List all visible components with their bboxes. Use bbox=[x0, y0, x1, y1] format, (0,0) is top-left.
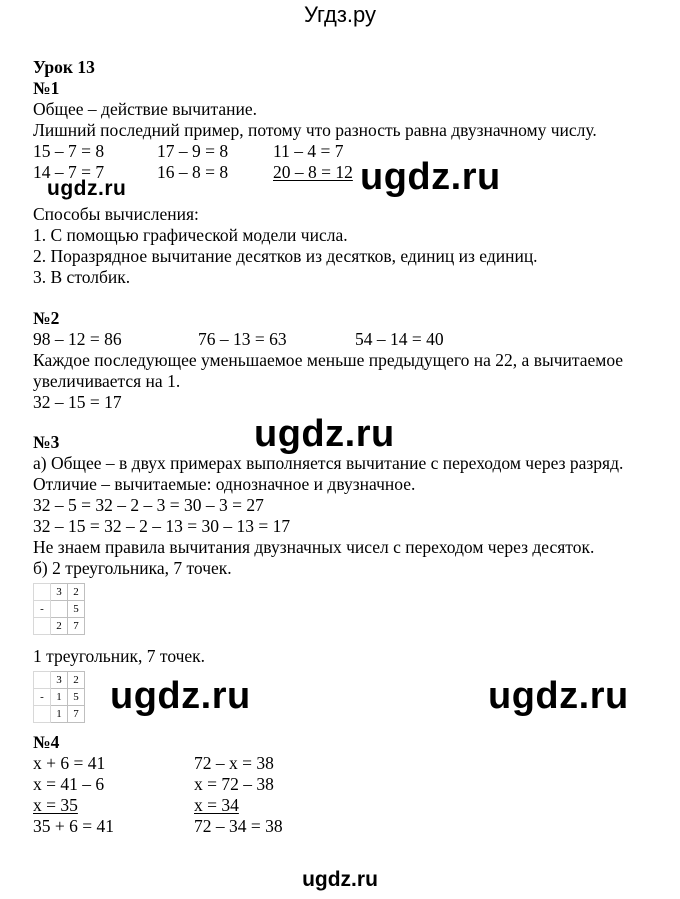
example: 14 – 7 = 7 bbox=[33, 162, 105, 182]
example: 54 – 14 = 40 bbox=[355, 329, 444, 349]
calc-cell bbox=[34, 618, 51, 635]
method-item: 3. В столбик. bbox=[33, 267, 131, 287]
equation-step: x = 72 – 38 bbox=[194, 774, 274, 794]
site-footer: ugdz.ru bbox=[302, 868, 378, 891]
minus-sign: - bbox=[34, 689, 51, 706]
task-2-text: Каждое последующее уменьшаемое меньше предыдущего на 22, а вычитаемое bbox=[33, 350, 624, 370]
task-1-text: Лишний последний пример, потому что разность равна двузначному числу. bbox=[33, 120, 597, 140]
watermark: ugdz.ru bbox=[47, 177, 127, 200]
example: 76 – 13 = 63 bbox=[198, 329, 287, 349]
equation-step: x = 41 – 6 bbox=[33, 774, 105, 794]
task-3-text: Отличие – вычитаемые: однозначное и двузначное. bbox=[33, 474, 416, 494]
task-3-text: 32 – 15 = 32 – 2 – 13 = 30 – 13 = 17 bbox=[33, 516, 291, 536]
minus-sign: - bbox=[34, 601, 51, 618]
task-2-title: №2 bbox=[33, 308, 60, 328]
calc-digit: 2 bbox=[51, 618, 68, 635]
calc-digit: 2 bbox=[68, 672, 85, 689]
task-3-text: 32 – 5 = 32 – 2 – 3 = 30 – 3 = 27 bbox=[33, 495, 264, 515]
watermark: ugdz.ru bbox=[254, 413, 395, 455]
equation-check: 35 + 6 = 41 bbox=[33, 816, 114, 836]
task-3-title: №3 bbox=[33, 432, 60, 452]
calc-cell bbox=[34, 672, 51, 689]
calc-cell bbox=[34, 584, 51, 601]
equation-step: x + 6 = 41 bbox=[33, 753, 106, 773]
example: 17 – 9 = 8 bbox=[157, 141, 229, 161]
calc-digit: 3 bbox=[51, 672, 68, 689]
calc-digit: 1 bbox=[51, 689, 68, 706]
example-odd-one-out: 20 – 8 = 12 bbox=[273, 162, 353, 182]
example: 11 – 4 = 7 bbox=[273, 141, 344, 161]
calc-cell bbox=[34, 706, 51, 723]
example: 16 – 8 = 8 bbox=[157, 162, 229, 182]
calc-digit: 1 bbox=[51, 706, 68, 723]
calc-digit: 7 bbox=[68, 706, 85, 723]
column-subtraction-2 bbox=[33, 671, 85, 723]
column-subtraction-1 bbox=[33, 583, 85, 635]
calc-digit bbox=[51, 601, 68, 618]
calc-digit: 5 bbox=[68, 689, 85, 706]
task-2-text: увеличивается на 1. bbox=[33, 371, 181, 391]
methods-heading: Способы вычисления: bbox=[33, 204, 199, 224]
task-3-text: б) 2 треугольника, 7 точек. bbox=[33, 558, 232, 578]
site-header: Угдз.ру bbox=[303, 2, 377, 27]
task-3-text: 1 треугольник, 7 точек. bbox=[33, 646, 206, 666]
task-1-title: №1 bbox=[33, 78, 60, 98]
task-3-text: а) Общее – в двух примерах выполняется вычитание с переходом через разряд. bbox=[33, 453, 624, 473]
example: 15 – 7 = 8 bbox=[33, 141, 105, 161]
method-item: 2. Поразрядное вычитание десятков из десятков, единиц из единиц. bbox=[33, 246, 538, 266]
example: 98 – 12 = 86 bbox=[33, 329, 122, 349]
watermark: ugdz.ru bbox=[488, 675, 629, 717]
equation-answer: x = 35 bbox=[33, 795, 78, 815]
lesson-title: Урок 13 bbox=[33, 57, 95, 77]
equation-step: 72 – x = 38 bbox=[194, 753, 274, 773]
calc-digit: 5 bbox=[68, 601, 85, 618]
task-4-title: №4 bbox=[33, 732, 60, 752]
calc-digit: 2 bbox=[68, 584, 85, 601]
task-3-text: Не знаем правила вычитания двузначных чисел с переходом через десяток. bbox=[33, 537, 595, 557]
calc-digit: 3 bbox=[51, 584, 68, 601]
task-2-text: 32 – 15 = 17 bbox=[33, 392, 122, 412]
watermark: ugdz.ru bbox=[110, 675, 251, 717]
equation-check: 72 – 34 = 38 bbox=[194, 816, 283, 836]
task-1-text: Общее – действие вычитание. bbox=[33, 99, 257, 119]
method-item: 1. С помощью графической модели числа. bbox=[33, 225, 348, 245]
calc-digit: 7 bbox=[68, 618, 85, 635]
equation-answer: x = 34 bbox=[194, 795, 239, 815]
watermark: ugdz.ru bbox=[360, 156, 501, 198]
